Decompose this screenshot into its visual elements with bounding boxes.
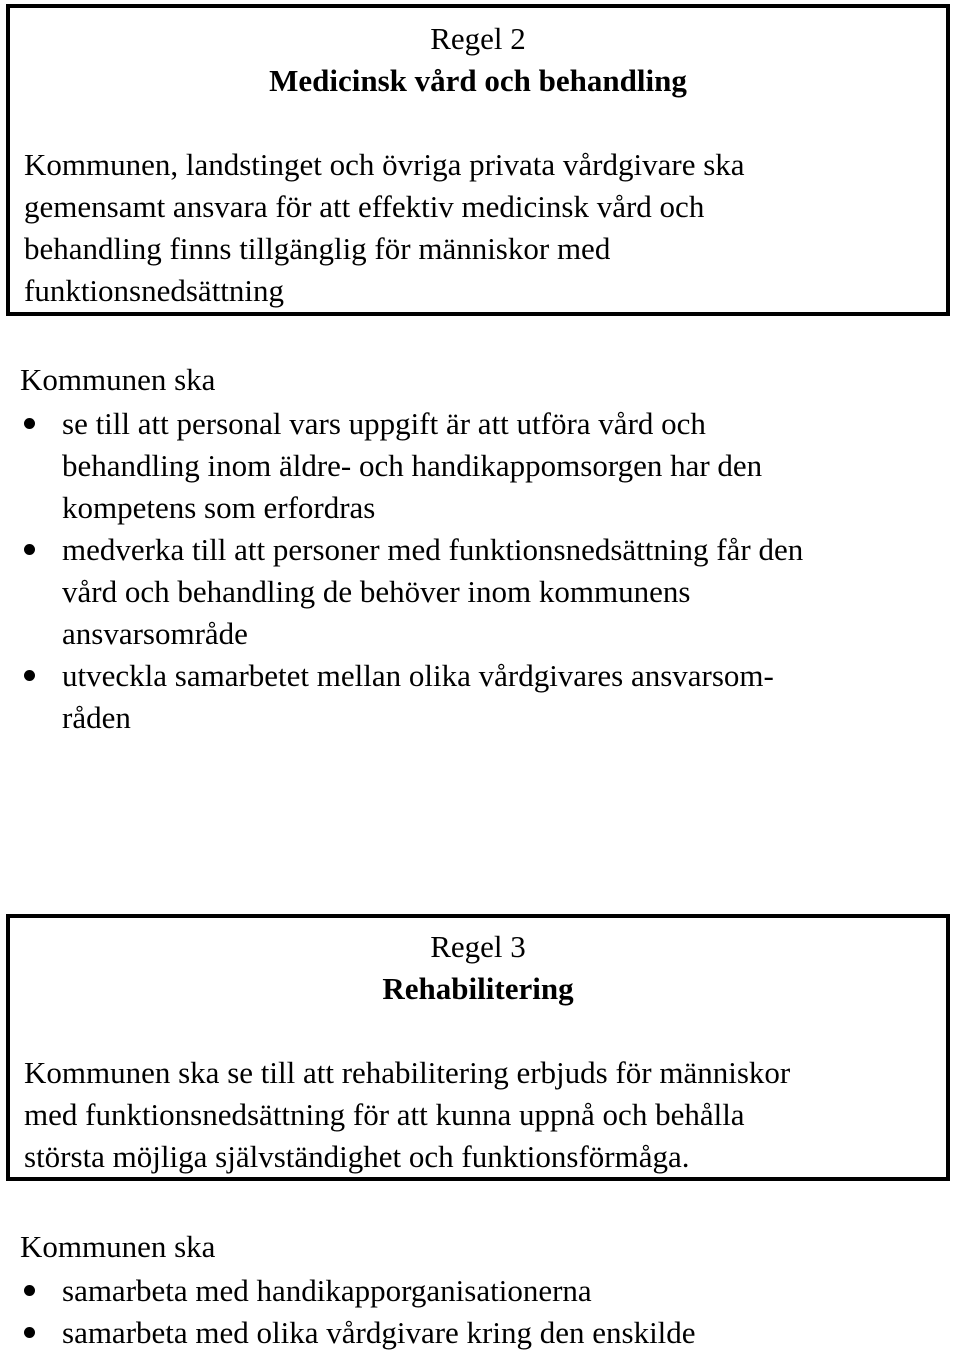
list-item-line: se till att personal vars uppgift är att utföra vård och [62,406,706,441]
list-item-line: råden [62,700,131,735]
list-item-line: kompetens som erfordras [62,490,376,525]
rule-2-title: Medicinsk vård och behandling [269,63,687,98]
rule-2-text-line: Kommunen, landstinget och övriga privata vårdgivare ska [24,147,745,182]
bullet-icon [24,670,35,681]
rule-3-text-line: med funktionsnedsättning för att kunna uppnå och behålla [24,1097,745,1132]
list-item-line: vård och behandling de behöver inom kommunens [62,574,691,609]
rule-3-text-line: största möjliga självständighet och funktionsförmåga. [24,1139,690,1174]
rule-3-box [6,914,950,1181]
list-item [0,655,960,739]
rule-3-title: Rehabilitering [382,971,574,1006]
rule-2-duties-intro: Kommunen ska [20,362,216,397]
list-item-line: samarbeta med olika vårdgivare kring den enskilde [62,1315,696,1350]
bullet-icon [24,1327,35,1338]
list-item-line: utveckla samarbetet mellan olika vårdgivares ansvarsom- [62,658,774,693]
bullet-icon [24,418,35,429]
list-item-line: samarbeta med handikapporganisationerna [62,1273,592,1308]
list-item [0,529,960,655]
list-item [0,1312,960,1354]
rule-3-duties-list [0,1270,960,1354]
list-item-line: ansvarsområde [62,616,248,651]
rule-2-number: Regel 2 [430,21,526,56]
list-item [0,403,960,529]
bullet-icon [24,544,35,555]
list-item-line: behandling inom äldre- och handikappomsorgen har den [62,448,763,483]
rule-2-text [24,144,936,312]
rule-3-number: Regel 3 [430,929,526,964]
list-item [0,1270,960,1312]
list-item-line: medverka till att personer med funktionsnedsättning får den [62,532,804,567]
rule-2-text-line: funktionsnedsättning [24,273,285,308]
rule-2-text-line: gemensamt ansvara för att effektiv medicinsk vård och [24,189,705,224]
rule-2-text-line: behandling finns tillgänglig för människor med [24,231,611,266]
rule-3-text [24,1052,936,1178]
rule-3-duties-intro: Kommunen ska [20,1229,216,1264]
rule-3-text-line: Kommunen ska se till att rehabilitering erbjuds för människor [24,1055,791,1090]
bullet-icon [24,1285,35,1296]
rule-2-box [6,4,950,316]
rule-2-duties-list [0,403,960,739]
